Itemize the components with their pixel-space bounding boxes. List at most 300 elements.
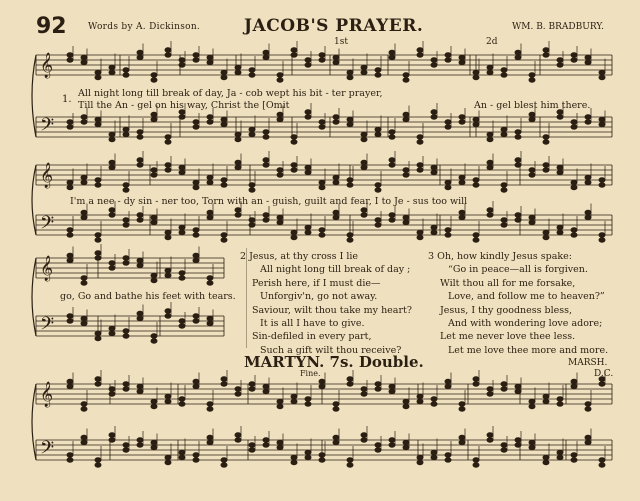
note-head xyxy=(571,125,577,129)
note-head xyxy=(137,50,143,54)
note-head xyxy=(165,163,171,167)
second-hymn-composer: MARSH. xyxy=(568,358,608,368)
note-head xyxy=(571,53,577,57)
note-head xyxy=(571,458,577,462)
verse-3-line: “Go in peace—all is forgiven. xyxy=(448,264,588,276)
lyric-line-1: All night long till break of day, Ja - cob wept his bit - ter prayer, xyxy=(78,88,383,99)
note-head xyxy=(529,445,535,449)
note-head xyxy=(473,382,479,386)
note-head xyxy=(291,230,297,234)
note-head xyxy=(165,48,171,52)
note-head xyxy=(305,110,311,114)
note-head xyxy=(109,213,115,217)
note-head xyxy=(585,210,591,214)
system-brace xyxy=(32,384,36,460)
clef-glyph: 𝄞 xyxy=(40,256,54,281)
note-head xyxy=(277,73,283,77)
note-head xyxy=(529,117,535,121)
note-head xyxy=(123,68,129,72)
note-head xyxy=(515,213,521,217)
note-head xyxy=(473,70,479,74)
note-head xyxy=(137,218,143,222)
note-head xyxy=(235,213,241,217)
note-head xyxy=(347,463,353,467)
note-head xyxy=(81,120,87,124)
note-head xyxy=(389,158,395,162)
note-head xyxy=(291,53,297,57)
note-head xyxy=(277,112,283,116)
note-head xyxy=(207,281,213,285)
note-head xyxy=(459,215,465,219)
note-head xyxy=(221,70,227,74)
note-head xyxy=(487,132,493,136)
note-head xyxy=(403,404,409,408)
note-head xyxy=(81,180,87,184)
note-head xyxy=(557,450,563,454)
note-head xyxy=(585,440,591,444)
note-head xyxy=(81,210,87,214)
note-head xyxy=(417,48,423,52)
note-head xyxy=(501,218,507,222)
note-head xyxy=(571,228,577,232)
note-head xyxy=(235,70,241,74)
note-head xyxy=(67,233,73,237)
note-head xyxy=(403,112,409,116)
note-head xyxy=(445,453,451,457)
note-head xyxy=(501,132,507,136)
note-head xyxy=(109,165,115,169)
note-head xyxy=(487,137,493,141)
note-head xyxy=(487,65,493,69)
note-head xyxy=(473,117,479,121)
note-head xyxy=(459,55,465,59)
note-head xyxy=(95,463,101,467)
note-head xyxy=(151,339,157,343)
note-head xyxy=(249,73,255,77)
note-head xyxy=(305,58,311,62)
note-head xyxy=(123,127,129,131)
note-head xyxy=(319,180,325,184)
note-head xyxy=(445,185,451,189)
note-head xyxy=(291,235,297,239)
note-head xyxy=(361,132,367,136)
note-head xyxy=(571,180,577,184)
note-head xyxy=(249,382,255,386)
note-head xyxy=(95,382,101,386)
note-head xyxy=(207,55,213,59)
note-head xyxy=(137,384,143,388)
lyric-line-2: Till the An - gel on his way, Christ the [Omit xyxy=(78,100,290,111)
note-head xyxy=(67,319,73,323)
note-head xyxy=(529,78,535,82)
note-head xyxy=(249,183,255,187)
note-head xyxy=(207,175,213,179)
note-head xyxy=(235,433,241,437)
verse-3 xyxy=(428,250,608,357)
note-head xyxy=(151,112,157,116)
note-head xyxy=(459,120,465,124)
note-head xyxy=(431,58,437,62)
note-head xyxy=(599,70,605,74)
note-head xyxy=(459,440,465,444)
note-head xyxy=(263,213,269,217)
note-head xyxy=(263,163,269,167)
lyric-line-4: go, Go and bathe his feet with tears. xyxy=(60,291,236,302)
note-head xyxy=(207,402,213,406)
note-head xyxy=(151,399,157,403)
note-head xyxy=(347,458,353,462)
second-hymn-title: MARTYN. 7s. Double. xyxy=(244,353,424,371)
note-head xyxy=(375,443,381,447)
note-head xyxy=(193,453,199,457)
note-head xyxy=(459,115,465,119)
note-head xyxy=(403,173,409,177)
note-head xyxy=(473,377,479,381)
note-head xyxy=(151,278,157,282)
note-head xyxy=(137,163,143,167)
note-head xyxy=(599,238,605,242)
note-head xyxy=(333,435,339,439)
note-head xyxy=(487,165,493,169)
note-head xyxy=(543,455,549,459)
note-head xyxy=(403,168,409,172)
note-head xyxy=(137,213,143,217)
note-head xyxy=(193,314,199,318)
note-head xyxy=(81,115,87,119)
note-head xyxy=(179,115,185,119)
note-head xyxy=(375,127,381,131)
note-head xyxy=(249,68,255,72)
note-head xyxy=(599,233,605,237)
note-head xyxy=(291,168,297,172)
verse-3-line: 3 Oh, how kindly Jesus spake: xyxy=(428,251,572,262)
note-head xyxy=(109,208,115,212)
note-head xyxy=(473,458,479,462)
note-head xyxy=(361,387,367,391)
note-head xyxy=(445,379,451,383)
note-head xyxy=(137,389,143,393)
note-head xyxy=(319,125,325,129)
note-head xyxy=(95,256,101,260)
note-head xyxy=(333,120,339,124)
note-head xyxy=(291,135,297,139)
note-head xyxy=(81,215,87,219)
note-head xyxy=(235,392,241,396)
note-head xyxy=(221,233,227,237)
note-head xyxy=(263,438,269,442)
note-head xyxy=(123,334,129,338)
note-head xyxy=(81,316,87,320)
note-head xyxy=(529,220,535,224)
note-head xyxy=(585,402,591,406)
note-head xyxy=(473,233,479,237)
note-head xyxy=(123,223,129,227)
note-head xyxy=(179,165,185,169)
note-head xyxy=(277,399,283,403)
note-head xyxy=(193,125,199,129)
note-head xyxy=(207,60,213,64)
note-head xyxy=(123,73,129,77)
note-head xyxy=(109,331,115,335)
note-head xyxy=(235,438,241,442)
note-head xyxy=(361,137,367,141)
note-head xyxy=(277,445,283,449)
note-head xyxy=(487,208,493,212)
note-head xyxy=(263,50,269,54)
note-head xyxy=(445,384,451,388)
note-head xyxy=(599,178,605,182)
note-head xyxy=(81,321,87,325)
note-head xyxy=(375,223,381,227)
note-head xyxy=(221,458,227,462)
note-head xyxy=(529,112,535,116)
note-head xyxy=(165,268,171,272)
note-head xyxy=(501,68,507,72)
note-head xyxy=(67,125,73,129)
note-head xyxy=(501,448,507,452)
note-head xyxy=(347,238,353,242)
note-head xyxy=(445,125,451,129)
note-head xyxy=(431,455,437,459)
note-head xyxy=(81,281,87,285)
note-head xyxy=(81,60,87,64)
note-head xyxy=(403,215,409,219)
note-head xyxy=(305,170,311,174)
note-head xyxy=(235,65,241,69)
note-head xyxy=(151,73,157,77)
note-head xyxy=(487,387,493,391)
note-head xyxy=(333,407,339,411)
note-head xyxy=(137,438,143,442)
note-head xyxy=(137,258,143,262)
note-head xyxy=(557,170,563,174)
note-head xyxy=(179,402,185,406)
note-head xyxy=(81,175,87,179)
note-head xyxy=(445,180,451,184)
note-head xyxy=(501,127,507,131)
verse-2-line: Saviour, wilt thou take my heart? xyxy=(252,304,412,316)
note-head xyxy=(207,276,213,280)
note-head xyxy=(179,170,185,174)
note-head xyxy=(543,163,549,167)
note-head xyxy=(585,435,591,439)
note-head xyxy=(515,438,521,442)
note-head xyxy=(557,63,563,67)
note-head xyxy=(263,158,269,162)
note-head xyxy=(193,228,199,232)
note-head xyxy=(389,135,395,139)
note-head xyxy=(417,399,423,403)
note-head xyxy=(123,132,129,136)
note-head xyxy=(487,213,493,217)
note-head xyxy=(95,458,101,462)
note-head xyxy=(305,455,311,459)
verse-2-line: 2 Jesus, at thy cross I lie xyxy=(240,251,359,262)
note-head xyxy=(305,402,311,406)
note-head xyxy=(585,120,591,124)
note-head xyxy=(221,122,227,126)
note-head xyxy=(95,251,101,255)
note-head xyxy=(431,115,437,119)
note-head xyxy=(445,228,451,232)
note-head xyxy=(543,399,549,403)
note-head xyxy=(445,58,451,62)
note-head xyxy=(81,407,87,411)
note-head xyxy=(459,210,465,214)
note-head xyxy=(137,311,143,315)
note-head xyxy=(193,180,199,184)
note-head xyxy=(417,455,423,459)
note-head xyxy=(543,140,549,144)
note-head xyxy=(375,132,381,136)
note-head xyxy=(515,50,521,54)
note-head xyxy=(165,399,171,403)
note-head xyxy=(67,379,73,383)
note-head xyxy=(151,404,157,408)
note-head xyxy=(277,117,283,121)
hymn-title: JACOB'S PRAYER. xyxy=(244,16,424,36)
note-head xyxy=(361,160,367,164)
note-head xyxy=(347,75,353,79)
note-head xyxy=(543,460,549,464)
first-ending-label: 1st xyxy=(334,37,348,47)
note-head xyxy=(109,433,115,437)
note-head xyxy=(515,130,521,134)
note-head xyxy=(431,225,437,229)
note-head xyxy=(557,115,563,119)
note-head xyxy=(585,180,591,184)
note-head xyxy=(221,238,227,242)
note-head xyxy=(291,140,297,144)
note-head xyxy=(389,384,395,388)
note-head xyxy=(585,175,591,179)
note-head xyxy=(109,160,115,164)
note-head xyxy=(193,384,199,388)
note-head xyxy=(193,53,199,57)
note-head xyxy=(193,185,199,189)
note-head xyxy=(333,440,339,444)
note-head xyxy=(599,458,605,462)
note-head xyxy=(543,168,549,172)
note-head xyxy=(123,443,129,447)
note-head xyxy=(123,183,129,187)
note-head xyxy=(95,75,101,79)
note-head xyxy=(333,215,339,219)
note-head xyxy=(487,160,493,164)
note-head xyxy=(165,455,171,459)
note-head xyxy=(95,122,101,126)
note-head xyxy=(67,458,73,462)
note-head xyxy=(585,60,591,64)
note-head xyxy=(95,238,101,242)
note-head xyxy=(277,220,283,224)
note-head xyxy=(543,230,549,234)
note-head xyxy=(179,276,185,280)
note-head xyxy=(165,140,171,144)
note-head xyxy=(305,397,311,401)
note-head xyxy=(445,53,451,57)
note-head xyxy=(389,218,395,222)
clef-glyph: 𝄢 xyxy=(40,438,55,463)
note-head xyxy=(333,210,339,214)
note-head xyxy=(529,168,535,172)
note-head xyxy=(67,228,73,232)
note-head xyxy=(403,73,409,77)
note-head xyxy=(599,75,605,79)
note-head xyxy=(123,448,129,452)
note-head xyxy=(571,58,577,62)
note-head xyxy=(515,55,521,59)
note-head xyxy=(571,120,577,124)
note-head xyxy=(151,445,157,449)
note-head xyxy=(585,115,591,119)
note-head xyxy=(529,399,535,403)
note-head xyxy=(137,443,143,447)
note-head xyxy=(109,132,115,136)
note-head xyxy=(291,455,297,459)
note-head xyxy=(375,183,381,187)
note-head xyxy=(291,48,297,52)
note-head xyxy=(263,135,269,139)
verse-2-line: Perish here, if I must die— xyxy=(252,277,381,289)
note-head xyxy=(165,314,171,318)
note-head xyxy=(473,178,479,182)
note-head xyxy=(277,78,283,82)
note-head xyxy=(67,314,73,318)
note-head xyxy=(347,382,353,386)
verse-3-line: Jesus, I thy goodness bless, xyxy=(440,304,573,316)
note-head xyxy=(193,258,199,262)
note-head xyxy=(165,273,171,277)
note-head xyxy=(599,382,605,386)
note-head xyxy=(585,55,591,59)
clef-glyph: 𝄞 xyxy=(40,53,54,78)
note-head xyxy=(207,115,213,119)
note-head xyxy=(361,70,367,74)
note-head xyxy=(417,168,423,172)
note-head xyxy=(319,379,325,383)
note-head xyxy=(333,175,339,179)
note-head xyxy=(221,183,227,187)
note-head xyxy=(529,404,535,408)
note-head xyxy=(571,453,577,457)
note-head xyxy=(151,215,157,219)
note-head xyxy=(151,334,157,338)
note-head xyxy=(459,435,465,439)
note-head xyxy=(151,173,157,177)
verse-3-line: And with wondering love adore; xyxy=(448,318,603,330)
note-head xyxy=(109,65,115,69)
note-head xyxy=(179,63,185,67)
note-head xyxy=(109,392,115,396)
note-head xyxy=(263,389,269,393)
note-head xyxy=(515,158,521,162)
note-head xyxy=(179,455,185,459)
note-head xyxy=(333,55,339,59)
note-head xyxy=(319,120,325,124)
clef-glyph: 𝄞 xyxy=(40,382,54,407)
note-head xyxy=(599,463,605,467)
note-head xyxy=(151,78,157,82)
note-head xyxy=(235,387,241,391)
note-head xyxy=(333,115,339,119)
note-head xyxy=(235,165,241,169)
verse-3-line: Wilt thou all for me forsake, xyxy=(440,277,576,289)
note-head xyxy=(305,165,311,169)
note-head xyxy=(235,208,241,212)
note-head xyxy=(151,168,157,172)
note-head xyxy=(67,453,73,457)
